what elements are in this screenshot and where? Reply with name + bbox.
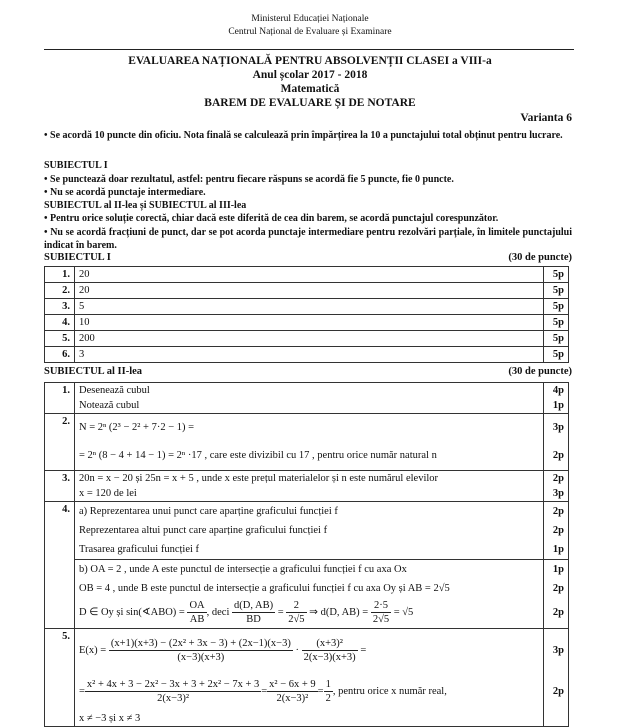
table-row: 3. 5 5p — [45, 299, 569, 315]
s2-table — [44, 382, 569, 727]
fraction: $\frac{2\cdot 5}{2√5}$ — [372, 600, 390, 626]
table-row: 2. N = 2ⁿ (2³ − 2² + 7·2 − 1) = = 2ⁿ (8 − 4 + 14 − 1) = 2ⁿ ·17 , care este divizibil cu 17 , pentru orice număr natural n 3p 2p — [45, 414, 569, 471]
s1-note-2: • Nu se acordă punctaje intermediare. — [44, 187, 206, 198]
subject: Matematică — [280, 83, 340, 95]
s1-table — [44, 266, 569, 363]
fraction: $\frac{d(D, AB)}{BD}$ — [234, 600, 274, 626]
s23-note-2: • Nu se acordă fracțiuni de punct, dar se pot acorda punctaje intermediare pentru rezolvări parțiale, în limitele punctajului indicat în barem. — [44, 227, 572, 251]
table-row: 2. 20 5p — [45, 283, 569, 299]
table-row: 1. 20 5p — [45, 267, 569, 283]
table-row: 3. 20n = x − 20 și 25n = x + 5 , unde x este prețul materialelor și n este numărul elevilor x = 120 de lei 2p 3p — [45, 471, 569, 502]
table-row: 5. E(x) = $\frac{\text{(x+1)(x+3) − (2x² + 3x − 3) + (2x−1)(x−3)}}{(x-3)(x+3)}$ · $\frac{\text{(x+3)²}}{2(x-3)(x+3)}$ = = $\frac{\text{x² + 4x + 3 − 2x² − 3x + 3 + 2x² − 7x + 3}}{\text{2(x−3)²}}$ = $\frac{\text{x² − 6x + 9}}{\text{2(x−3)²}}$ = $\frac{1}{2}$ , pentru orice x număr real, x ≠ −3 și x ≠ 3 3p 2p — [45, 629, 569, 727]
table-row: 4. 10 5p — [45, 315, 569, 331]
fraction: $\frac{1}{2}$ — [325, 679, 331, 705]
table-row: 1. Desenează cubul Notează cubul 4p 1p — [45, 383, 569, 414]
doc-subtitle: BAREM DE EVALUARE ȘI DE NOTARE — [204, 97, 416, 109]
school-year: Anul școlar 2017 - 2018 — [252, 69, 368, 81]
general-note: • Se acordă 10 puncte din oficiu. Nota finală se calculează prin împărțirea la 10 a punctajului total obținut pentru lucrare. — [44, 130, 563, 141]
fraction: $\frac{\text{(x+1)(x+3) − (2x² + 3x − 3) + (2x−1)(x−3)}}{(x-3)(x+3)}$ — [110, 638, 291, 664]
table-row: 5. 200 5p — [45, 331, 569, 347]
s1-note-1: • Se punctează doar rezultatul, astfel: pentru fiecare răspuns se acordă fie 5 puncte, fie 0 puncte. — [44, 174, 454, 185]
fraction: $\frac{2}{2√5}$ — [288, 600, 305, 626]
fraction: $\frac{OA}{AB}$ — [189, 600, 205, 626]
s1-notes-title: SUBIECTUL I — [44, 160, 108, 171]
s23-notes-title: SUBIECTUL al II-lea și SUBIECTUL al III-lea — [44, 200, 247, 211]
s1-header: SUBIECTUL I (30 de puncte) — [44, 252, 572, 263]
fraction: $\frac{\text{(x+3)²}}{2(x-3)(x+3)}$ — [303, 638, 356, 664]
header-divider — [44, 49, 574, 50]
s2-header: SUBIECTUL al II-lea (30 de puncte) — [44, 366, 572, 377]
center-name: Centrul Național de Evaluare și Examinare — [228, 27, 392, 37]
variant: Varianta 6 — [520, 112, 572, 124]
table-row: 4. a) Reprezentarea unui punct care aparține graficului funcției f Reprezentarea altui punct care aparține graficului funcției f Trasarea graficului funcției f 2p 2p 1p — [45, 502, 569, 560]
s23-note-1: • Pentru orice soluție corectă, chiar dacă este diferită de cea din barem, se acordă punctajul corespunzător. — [44, 213, 499, 224]
table-row: b) OA = 2 , unde A este punctul de intersecție a graficului funcției f cu axa Ox OB = 4 , unde B este punctul de intersecție a graficului funcției f cu axa Oy și AB = 2√5 D ∈ Oy și sin(∢ABO) = $\frac{OA}{AB}$ , deci $\frac{d(D, AB)}{BD}$ = $\frac{2}{2√5}$ ⇒ d(D, AB) = $\frac{2\cdot 5}{2√5}$ = √5 1p 2p 2p — [45, 560, 569, 629]
fraction: $\frac{\text{x² + 4x + 3 − 2x² − 3x + 3 + 2x² − 7x + 3}}{\text{2(x−3)²}}$ — [86, 679, 260, 705]
fraction: $\frac{\text{x² − 6x + 9}}{\text{2(x−3)²}}$ — [269, 679, 316, 705]
table-row: 6. 3 5p — [45, 347, 569, 363]
ministry-name: Ministerul Educației Naționale — [251, 14, 369, 24]
doc-title: EVALUAREA NAȚIONALĂ PENTRU ABSOLVENȚII CLASEI a VIII-a — [128, 55, 492, 67]
